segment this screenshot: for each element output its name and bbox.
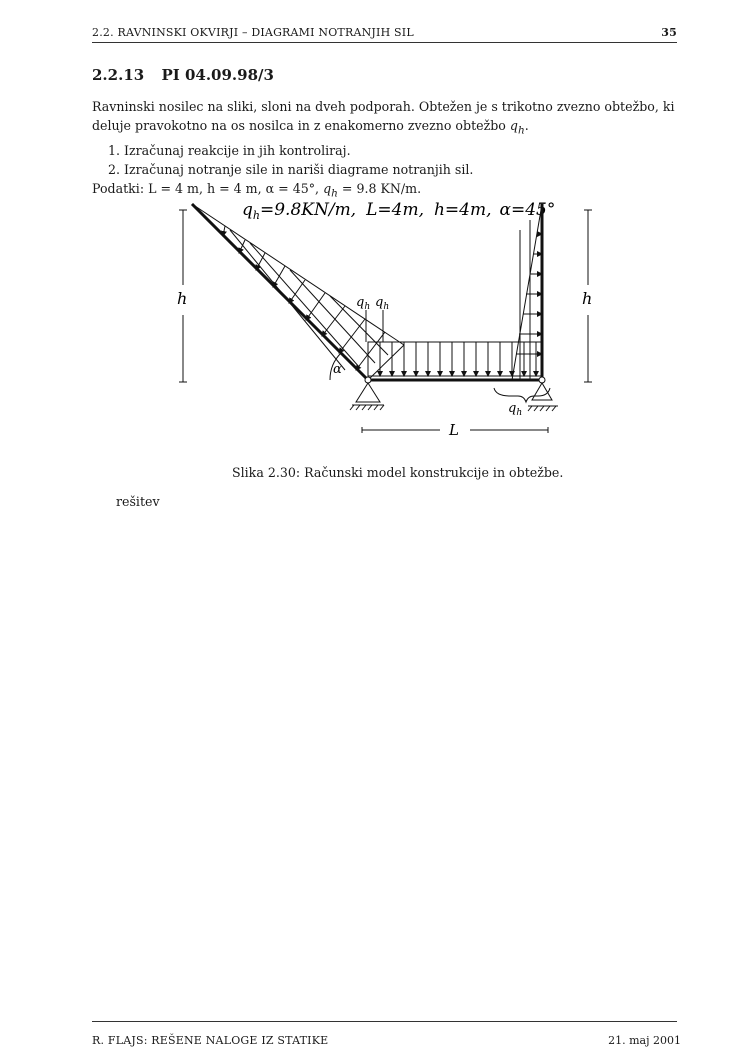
triangular-load-inclined	[192, 204, 404, 380]
figure-annotation: $q_h=9.8KN/m$, L=4m, h=4m, α=45°	[242, 200, 556, 222]
structure-diagram	[170, 190, 593, 445]
header-rule	[92, 42, 677, 43]
label-h-left: h	[177, 289, 188, 308]
footer-rule	[92, 1021, 677, 1022]
figure-caption: Slika 2.30: Računski model konstrukcije in obtežbe.	[232, 465, 564, 480]
problem-number: 2.2.13	[92, 66, 145, 84]
pin-support-left	[350, 377, 384, 410]
label-h-right: h	[582, 289, 593, 308]
footer-author: R. FLAJS: REŠENE NALOGE IZ STATIKE	[92, 1034, 329, 1047]
problem-heading	[92, 66, 274, 84]
given-data: Podatki: L = 4 m, h = 4 m, α = 45°, $q_h = 9.8$ KN/m.	[92, 180, 422, 200]
task-2: 2. Izračunaj notranje sile in nariši diagrame notranjih sil.	[108, 161, 474, 177]
task-1: 1. Izračunaj reakcije in jih kontroliraj.	[108, 142, 351, 158]
roller-support-right	[528, 377, 558, 411]
problem-title: PI 04.09.98/3	[161, 66, 274, 84]
solution-link[interactable]: rešitev	[116, 494, 160, 509]
label-qh-brace: $q_h$	[508, 401, 523, 418]
label-qh-2: $q_h$	[375, 295, 390, 312]
problem-description: Ravninski nosilec na sliki, sloni na dveh podporah. Obtežen je s trikotno zvezno obtežbo, ki deluje pravokotno na os nosilca in z enakomerno zvezno obtežbo $q_h$.	[92, 99, 675, 137]
inclined-member	[192, 204, 371, 380]
label-qh-1: $q_h$	[356, 295, 371, 312]
footer-date: 21. maj 2001	[608, 1034, 681, 1047]
header-page-number: 35	[661, 26, 677, 39]
header-section-title: 2.2. RAVNINSKI OKVIRJI – DIAGRAMI NOTRANJIH SIL	[92, 26, 414, 39]
label-alpha: α	[333, 362, 342, 377]
label-L: L	[449, 421, 459, 439]
running-header	[92, 26, 677, 42]
triangular-load-column	[512, 204, 542, 380]
problem-statement	[92, 97, 682, 203]
